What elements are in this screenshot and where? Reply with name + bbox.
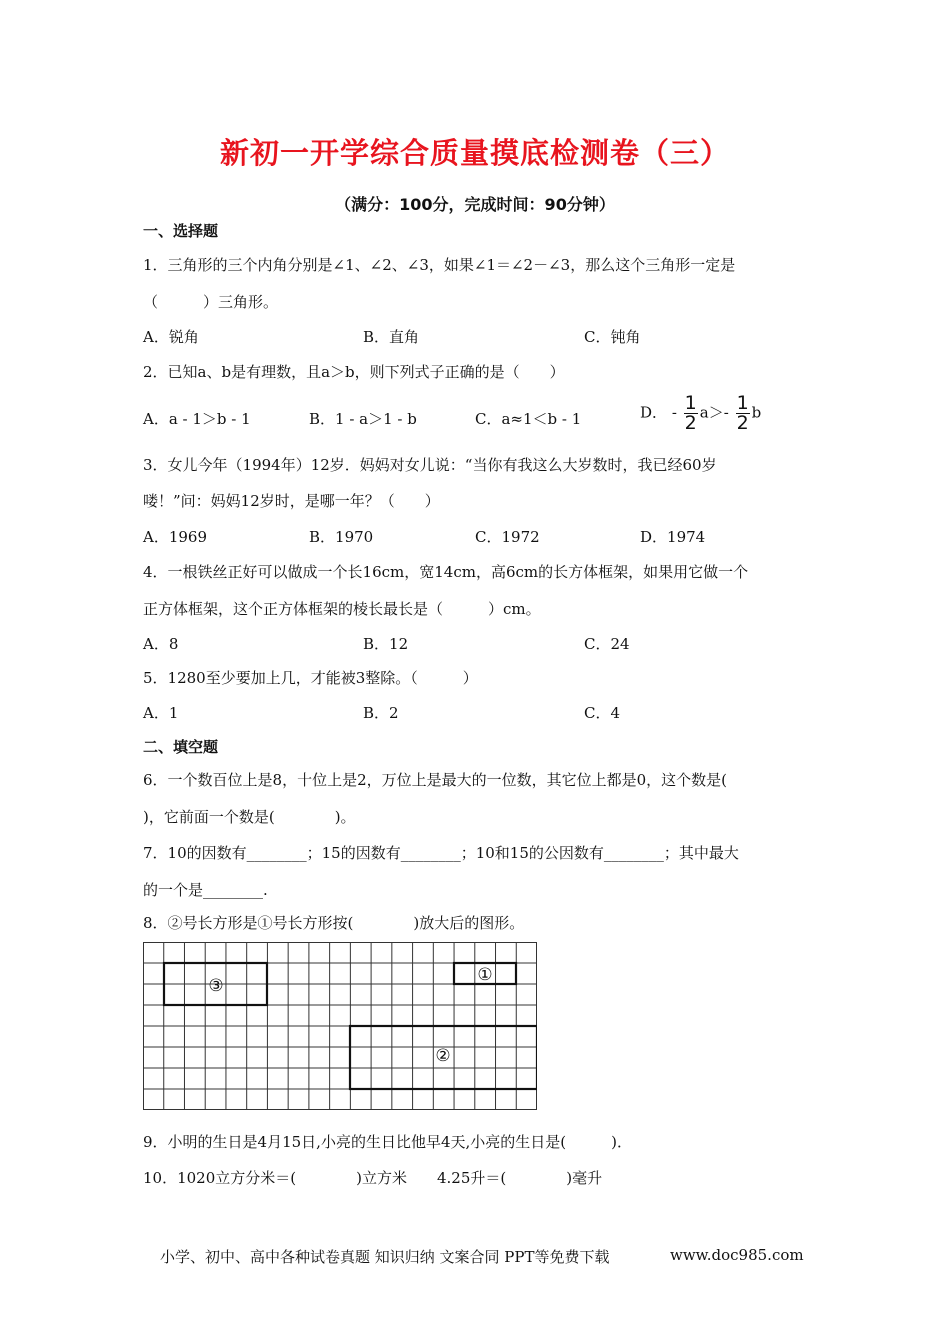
section-fill: 二、填空题 [143,738,219,756]
fraction-numerator: 1 [736,392,749,414]
question-1-option-c: C．钝角 [584,328,641,346]
question-2-option-c: C．a≈1＜b - 1 [475,410,582,428]
question-2-line1: 2．已知a、b是有理数，且a＞b，则下列式子正确的是（ ） [143,363,565,381]
fraction-one-half [736,394,750,433]
question-5-line1: 5．1280至少要加上几，才能被3整除。（ ） [143,669,478,687]
fraction-numerator: 1 [684,392,697,414]
option-d-middle: a＞- [699,403,729,422]
question-6-line2: )，它前面一个数是( )。 [143,808,356,826]
question-4-option-a: A．8 [143,635,179,653]
section-choice: 一、选择题 [143,222,219,240]
question-4-option-b: B．12 [363,635,409,653]
question-3-option-a: A．1969 [143,528,208,546]
question-5-option-b: B．2 [363,704,399,722]
question-1-option-b: B．直角 [363,328,420,346]
fraction-one-half [684,394,698,433]
question-2-option-d [640,394,761,433]
question-1-line1: 1．三角形的三个内角分别是∠1、∠2、∠3，如果∠1＝∠2－∠3，那么这个三角形一定是 [143,256,736,274]
question-5-option-a: A．1 [143,704,179,722]
question-1-option-a: A．锐角 [143,328,199,346]
question-9-line1: 9．小明的生日是4月15日,小亮的生日比他早4天,小亮的生日是( )． [143,1133,632,1151]
question-2-option-b: B．1 - a＞1 - b [309,410,417,428]
page-title: 新初一开学综合质量摸底检测卷（三） [219,136,730,170]
question-7-line1: 7．10的因数有________；15的因数有________；10和15的公因数有________；其中最大 [143,844,739,862]
rectangle-3-label: ③ [208,976,224,996]
rectangle-1-label: ① [477,965,493,985]
rectangle-2-label: ② [435,1046,451,1066]
question-5-option-c: C．4 [584,704,621,722]
footer-url[interactable]: www.doc985.com [670,1246,804,1264]
fraction-denominator: 2 [736,412,749,434]
rectangle-grid-figure [143,942,537,1110]
question-6-line1: 6．一个数百位上是8，十位上是2，万位上是最大的一位数，其它位上都是0，这个数是( [143,771,728,789]
question-10-line1: 10．1020立方分米＝( )立方米 4.25升＝( )毫升 [143,1169,603,1187]
question-3-option-d: D．1974 [640,528,706,546]
question-2-option-a: A．a - 1＞b - 1 [143,410,251,428]
option-d-end: b [751,403,762,422]
option-d-label: D． [640,403,668,422]
grid-svg [143,942,537,1110]
question-3-option-b: B．1970 [309,528,374,546]
option-d-minus: - [671,403,677,422]
question-1-line2: （ ）三角形。 [143,293,279,311]
question-7-line2: 的一个是________. [143,881,268,899]
footer-text: 小学、初中、高中各种试卷真题 知识归纳 文案合同 PPT等免费下载 [160,1248,610,1266]
question-8-line1: 8．②号长方形是①号长方形按( )放大后的图形。 [143,914,525,932]
question-4-line2: 正方体框架，这个正方体框架的棱长最长是（ ）cm。 [143,600,541,618]
question-3-option-c: C．1972 [475,528,540,546]
fraction-denominator: 2 [684,412,697,434]
question-4-option-c: C．24 [584,635,630,653]
question-3-line1: 3．女儿今年（1994年）12岁．妈妈对女儿说：“当你有我这么大岁数时，我已经60岁 [143,456,717,474]
page-subtitle: （满分：100分，完成时间：90分钟） [335,195,615,214]
question-3-line2: 喽！”问：妈妈12岁时，是哪一年？（ ） [143,492,440,510]
question-4-line1: 4．一根铁丝正好可以做成一个长16cm，宽14cm，高6cm的长方体框架，如果用它做一个 [143,563,749,581]
